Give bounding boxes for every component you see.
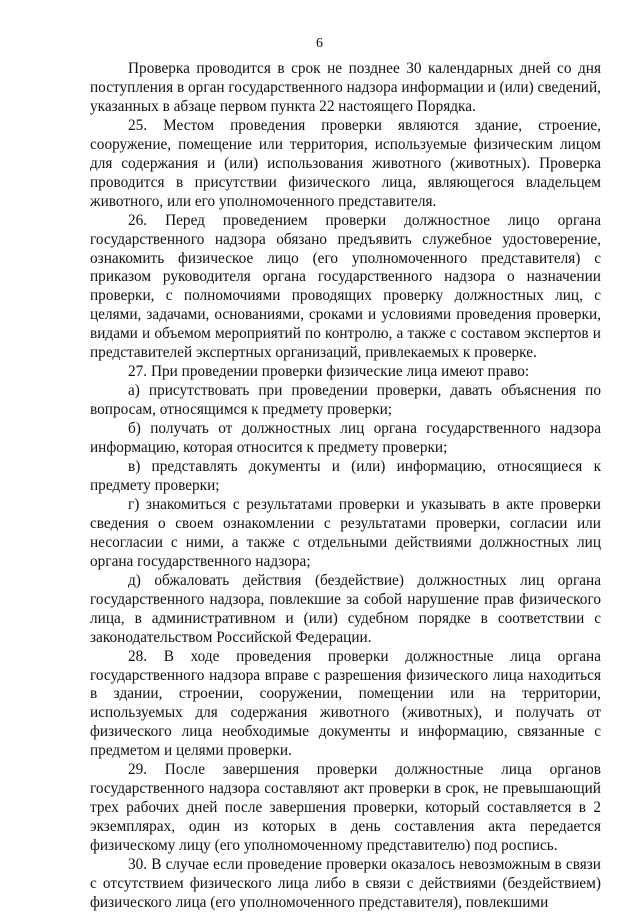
paragraph-27-b: б) получать от должностных лиц органа государственного надзора информацию, которая относится к предмету проверки; (90, 420, 601, 457)
paragraph-27-g: г) знакомиться с результатами проверки и указывать в акте проверки сведения о своем ознакомлении с результатами проверки, согласии или несогласии с ними, а также с отдельными действиями должностных лиц органа государственного надзора; (90, 495, 601, 570)
paragraph-27-a: а) присутствовать при проведении проверки, давать объяснения по вопросам, относящимся к предмету проверки; (90, 382, 601, 419)
paragraph-27-v: в) представлять документы и (или) информацию, относящиеся к предмету проверки; (90, 458, 601, 494)
paragraph-27-d: д) обжаловать действия (бездействие) должностных лиц органа государственного надзора, повлекшие за собой нарушение прав физического лица, в административном и (или) судебном порядке в соответствии с законодательством Российской Федерации. (90, 571, 601, 646)
paragraph-30: 30. В случае если проведение проверки оказалось невозможным в связи с отсутствием физического лица либо в связи с действиями (бездействием) физического лица (его уполномоченного представителя), повлекшими (90, 856, 601, 911)
paragraph-intro: Проверка проводится в срок не позднее 30 календарных дней со дня поступления в орган государственного надзора информации и (или) сведений, указанных в абзаце первом пункта 22 настоящего Порядка. (90, 60, 601, 115)
paragraph-25: 25. Местом проведения проверки являются здание, строение, сооружение, помещение или территория, используемые физическим лицом для содержания и (или) использования животного (животных). Проверка проводится в присутствии физического лица, являющегося владельцем животного, или его уполномоченного представителя. (90, 116, 601, 210)
paragraph-27: 27. При проведении проверки физические лица имеют право: (128, 363, 530, 381)
paragraph-26: 26. Перед проведением проверки должностное лицо органа государственного надзора обязано предъявить служебное удостоверение, ознакомить физическое лицо (его уполномоченного представителя) с приказом руководителя органа государственного надзора о назначении проверки, с полномочиями проводящих проверку должностных лиц, с целями, задачами, основаниями, сроками и условиями проведения проверки, видами и объемом мероприятий по контролю, а также с составом экспертов и представителей экспертных организаций, привлекаемых к проверке. (90, 211, 601, 362)
document-body (90, 60, 601, 913)
paragraph-29: 29. После завершения проверки должностные лица органов государственного надзора составляют акт проверки в срок, не превышающий трех рабочих дней после завершения проверки, который составляется в 2 экземплярах, один из которых в день составления акта передается физическому лицу (его уполномоченному представителю) под роспись. (90, 761, 601, 855)
page-number: 6 (316, 36, 323, 51)
paragraph-28: 28. В ходе проведения проверки должностные лица органа государственного надзора вправе с разрешения физического лица находиться в здании, строении, сооружении, помещении или на территории, используемых для содержания животного (животных), и получать от физического лица необходимые документы и информацию, связанные с предметом и целями проверки. (90, 647, 601, 760)
